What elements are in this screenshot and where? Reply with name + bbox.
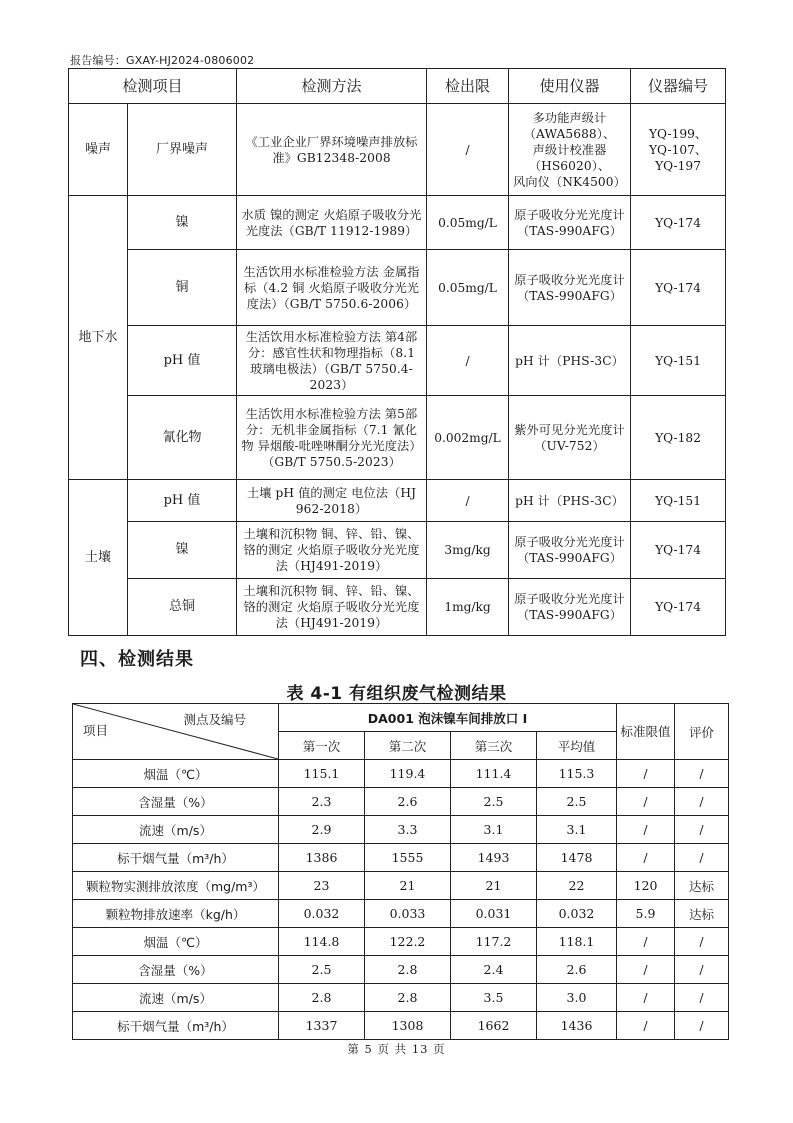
standard-cell: / xyxy=(617,956,675,984)
value-cell: 1662 xyxy=(451,1012,537,1040)
evaluation-cell: / xyxy=(675,788,729,816)
corner-bottom-label: 项目 xyxy=(83,723,109,738)
instrument-line: 风向仪（NK4500） xyxy=(513,174,626,189)
limit-cell: / xyxy=(427,326,509,396)
item-cell: 标干烟气量（m³/h） xyxy=(73,844,279,872)
instrument-cell: 原子吸收分光光度计（TAS-990AFG） xyxy=(509,522,631,579)
header-number: 仪器编号 xyxy=(631,69,726,104)
evaluation-cell: 达标 xyxy=(675,872,729,900)
groundwater-row xyxy=(69,196,726,250)
standard-cell: 120 xyxy=(617,872,675,900)
item-cell: 流速（m/s） xyxy=(73,984,279,1012)
method-cell: 生活饮用水标准检验方法 金属指标（4.2 铜 火焰原子吸收分光光度法）（GB/T 5750.6-2006） xyxy=(237,250,427,326)
table-row xyxy=(73,760,729,788)
table-row xyxy=(73,956,729,984)
standard-header: 标准限值 xyxy=(617,704,675,760)
limit-cell: 0.05mg/L xyxy=(427,196,509,250)
evaluation-cell: 达标 xyxy=(675,900,729,928)
instrument-line: 多功能声级计（AWA5688）、 xyxy=(523,110,616,141)
standard-cell: 5.9 xyxy=(617,900,675,928)
methods-table xyxy=(68,68,726,636)
value-cell: 1555 xyxy=(365,844,451,872)
value-cell: 2.6 xyxy=(365,788,451,816)
number-line: YQ-199、 xyxy=(648,126,708,141)
soil-row xyxy=(69,480,726,522)
average-cell: 118.1 xyxy=(537,928,617,956)
item-cell: 镍 xyxy=(128,196,237,250)
evaluation-cell: / xyxy=(675,760,729,788)
average-cell: 115.3 xyxy=(537,760,617,788)
table-row xyxy=(73,788,729,816)
method-cell: 水质 镍的测定 火焰原子吸收分光光度法（GB/T 11912-1989） xyxy=(237,196,427,250)
value-cell: 122.2 xyxy=(365,928,451,956)
instrument-cell xyxy=(509,104,631,196)
value-cell: 117.2 xyxy=(451,928,537,956)
value-cell: 1337 xyxy=(279,1012,365,1040)
value-cell: 1493 xyxy=(451,844,537,872)
item-cell: 铜 xyxy=(128,250,237,326)
point-header: DA001 泡沫镍车间排放口 I xyxy=(279,704,617,732)
value-cell: 0.032 xyxy=(279,900,365,928)
method-cell: 土壤和沉积物 铜、锌、铅、镍、铬的测定 火焰原子吸收分光光度法（HJ491-2019） xyxy=(237,579,427,636)
table-row xyxy=(73,984,729,1012)
item-cell: 镍 xyxy=(128,522,237,579)
table-row xyxy=(73,844,729,872)
average-header: 平均值 xyxy=(537,732,617,760)
evaluation-cell: / xyxy=(675,816,729,844)
value-cell: 2.8 xyxy=(365,984,451,1012)
value-cell: 2.3 xyxy=(279,788,365,816)
value-cell: 1386 xyxy=(279,844,365,872)
standard-cell: / xyxy=(617,928,675,956)
standard-cell: / xyxy=(617,1012,675,1040)
number-cell: YQ-151 xyxy=(631,480,726,522)
method-cell: 土壤和沉积物 铜、锌、铅、镍、铬的测定 火焰原子吸收分光光度法（HJ491-2019） xyxy=(237,522,427,579)
item-cell: pH 值 xyxy=(128,326,237,396)
number-line: YQ-107、 xyxy=(648,142,708,157)
header-instrument: 使用仪器 xyxy=(509,69,631,104)
corner-header xyxy=(73,704,279,760)
limit-cell: / xyxy=(427,104,509,196)
groundwater-row xyxy=(69,326,726,396)
page-footer: 第 5 页 共 13 页 xyxy=(347,1042,446,1056)
value-cell: 2.8 xyxy=(365,956,451,984)
value-cell: 0.033 xyxy=(365,900,451,928)
average-cell: 3.0 xyxy=(537,984,617,1012)
noise-row xyxy=(69,104,726,196)
average-cell: 22 xyxy=(537,872,617,900)
groundwater-row xyxy=(69,250,726,326)
header-limit: 检出限 xyxy=(427,69,509,104)
evaluation-cell: / xyxy=(675,1012,729,1040)
limit-cell: 0.002mg/L xyxy=(427,396,509,480)
value-cell: 2.9 xyxy=(279,816,365,844)
value-cell: 2.4 xyxy=(451,956,537,984)
item-cell: 烟温（℃） xyxy=(73,760,279,788)
table-row xyxy=(73,816,729,844)
evaluation-cell: / xyxy=(675,956,729,984)
results-table xyxy=(72,703,729,1040)
method-cell: 生活饮用水标准检验方法 第5部分：无机非金属指标（7.1 氰化物 异烟酸-吡唑啉酮分光光度法）（GB/T 5750.5-2023） xyxy=(237,396,427,480)
results-header-row xyxy=(73,704,729,732)
value-cell: 3.1 xyxy=(451,816,537,844)
item-cell: 烟温（℃） xyxy=(73,928,279,956)
standard-cell: / xyxy=(617,788,675,816)
report-number: 报告编号：GXAY-HJ2024-0806002 xyxy=(70,54,255,67)
table-row xyxy=(73,872,729,900)
table-row xyxy=(73,928,729,956)
instrument-cell: 原子吸收分光光度计（TAS-990AFG） xyxy=(509,196,631,250)
value-cell: 1308 xyxy=(365,1012,451,1040)
number-cell: YQ-151 xyxy=(631,326,726,396)
item-cell: 含湿量（%） xyxy=(73,788,279,816)
category-soil: 土壤 xyxy=(69,480,128,636)
category-noise: 噪声 xyxy=(69,104,128,196)
method-cell: 生活饮用水标准检验方法 第4部分：感官性状和物理指标（8.1 玻璃电极法）（GB/T 5750.4-2023） xyxy=(237,326,427,396)
standard-cell: / xyxy=(617,760,675,788)
item-cell: 流速（m/s） xyxy=(73,816,279,844)
header-method: 检测方法 xyxy=(237,69,427,104)
number-cell: YQ-174 xyxy=(631,579,726,636)
average-cell: 2.5 xyxy=(537,788,617,816)
item-cell: 总铜 xyxy=(128,579,237,636)
limit-cell: 1mg/kg xyxy=(427,579,509,636)
method-cell: 土壤 pH 值的测定 电位法（HJ 962-2018） xyxy=(237,480,427,522)
average-cell: 1436 xyxy=(537,1012,617,1040)
instrument-line: 声级计校准器（HS6020）、 xyxy=(528,142,611,173)
soil-row xyxy=(69,579,726,636)
evaluation-cell: / xyxy=(675,844,729,872)
table-row xyxy=(73,1012,729,1040)
item-cell: 厂界噪声 xyxy=(128,104,237,196)
value-cell: 119.4 xyxy=(365,760,451,788)
soil-row xyxy=(69,522,726,579)
item-cell: 颗粒物实测排放浓度（mg/m³） xyxy=(73,872,279,900)
limit-cell: / xyxy=(427,480,509,522)
average-cell: 0.032 xyxy=(537,900,617,928)
section-title: 四、检测结果 xyxy=(80,649,194,670)
value-cell: 21 xyxy=(451,872,537,900)
instrument-cell: 原子吸收分光光度计（TAS-990AFG） xyxy=(509,250,631,326)
item-cell: pH 值 xyxy=(128,480,237,522)
instrument-cell: 原子吸收分光光度计（TAS-990AFG） xyxy=(509,579,631,636)
value-cell: 111.4 xyxy=(451,760,537,788)
run-header: 第一次 xyxy=(279,732,365,760)
item-cell: 含湿量（%） xyxy=(73,956,279,984)
number-cell: YQ-174 xyxy=(631,522,726,579)
evaluation-header: 评价 xyxy=(675,704,729,760)
standard-cell: / xyxy=(617,844,675,872)
standard-cell: / xyxy=(617,816,675,844)
value-cell: 3.5 xyxy=(451,984,537,1012)
limit-cell: 3mg/kg xyxy=(427,522,509,579)
evaluation-cell: / xyxy=(675,984,729,1012)
corner-top-label: 测点及编号 xyxy=(183,712,246,727)
table-caption: 表 4-1 有组织废气检测结果 xyxy=(286,684,507,704)
value-cell: 23 xyxy=(279,872,365,900)
value-cell: 2.5 xyxy=(279,956,365,984)
method-cell: 《工业企业厂界环境噪声排放标准》GB12348-2008 xyxy=(237,104,427,196)
instrument-cell: 紫外可见分光光度计（UV-752） xyxy=(509,396,631,480)
groundwater-row xyxy=(69,396,726,480)
category-groundwater: 地下水 xyxy=(69,196,128,480)
value-cell: 3.3 xyxy=(365,816,451,844)
value-cell: 0.031 xyxy=(451,900,537,928)
value-cell: 115.1 xyxy=(279,760,365,788)
average-cell: 2.6 xyxy=(537,956,617,984)
number-cell: YQ-174 xyxy=(631,250,726,326)
run-header: 第二次 xyxy=(365,732,451,760)
average-cell: 1478 xyxy=(537,844,617,872)
limit-cell: 0.05mg/L xyxy=(427,250,509,326)
number-line: YQ-197 xyxy=(655,158,701,173)
number-cell: YQ-182 xyxy=(631,396,726,480)
number-cell xyxy=(631,104,726,196)
value-cell: 2.8 xyxy=(279,984,365,1012)
item-cell: 颗粒物排放速率（kg/h） xyxy=(73,900,279,928)
instrument-cell: pH 计（PHS-3C） xyxy=(509,326,631,396)
value-cell: 2.5 xyxy=(451,788,537,816)
value-cell: 21 xyxy=(365,872,451,900)
evaluation-cell: / xyxy=(675,928,729,956)
item-cell: 氰化物 xyxy=(128,396,237,480)
value-cell: 114.8 xyxy=(279,928,365,956)
item-cell: 标干烟气量（m³/h） xyxy=(73,1012,279,1040)
table-row xyxy=(73,900,729,928)
header-item: 检测项目 xyxy=(69,69,237,104)
run-header: 第三次 xyxy=(451,732,537,760)
instrument-cell: pH 计（PHS-3C） xyxy=(509,480,631,522)
standard-cell: / xyxy=(617,984,675,1012)
methods-header-row xyxy=(69,69,726,104)
average-cell: 3.1 xyxy=(537,816,617,844)
number-cell: YQ-174 xyxy=(631,196,726,250)
